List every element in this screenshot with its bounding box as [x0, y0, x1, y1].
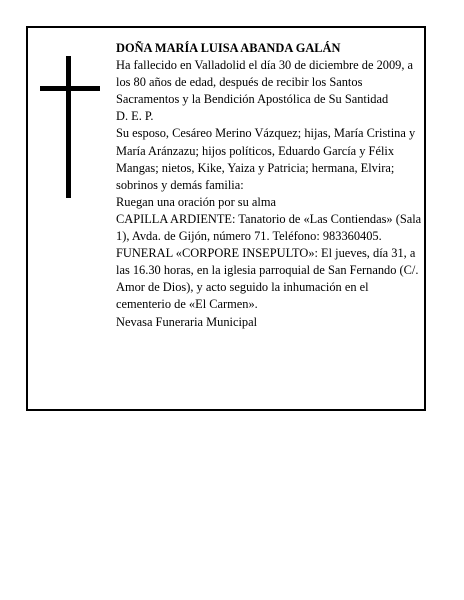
chapel-info: CAPILLA ARDIENTE: Tanatorio de «Las Contiendas» (Sala 1), Avda. de Gijón, número 71. Teléfono: 983360405. [116, 211, 422, 244]
death-announcement: Ha fallecido en Valladolid el día 30 de diciembre de 2009, a los 80 años de edad, después de recibir los Santos Sacramentos y la Bendición Apostólica de Su Santidad [116, 58, 414, 107]
cross-horizontal-bar [40, 86, 100, 91]
rest-in-peace: D. E. P. [116, 109, 154, 124]
notice-text [116, 40, 426, 331]
funeral-info: FUNERAL «CORPORE INSEPULTO»: El jueves, día 31, a las 16.30 horas, en la iglesia parroquial de San Fernando (C/. Amor de Dios), y acto seguido la inhumación en el cementerio de «El Carmen». [116, 246, 419, 312]
family-list: Su esposo, Cesáreo Merino Vázquez; hijas, María Cristina y María Aránzazu; hijos políticos, Eduardo García y Félix Mangas; nietos, Kike, Yaiza y Patricia; hermana, Elvira; sobrinos y demás familia: [116, 126, 416, 192]
deceased-name: DOÑA MARÍA LUISA ABANDA GALÁN [116, 41, 341, 55]
cross-vertical-bar [66, 56, 71, 198]
prayer-request: Ruegan una oración por su alma [116, 194, 276, 209]
obituary-notice [26, 26, 426, 411]
cross-icon [40, 56, 100, 198]
funeral-home: Nevasa Funeraria Municipal [116, 314, 258, 329]
